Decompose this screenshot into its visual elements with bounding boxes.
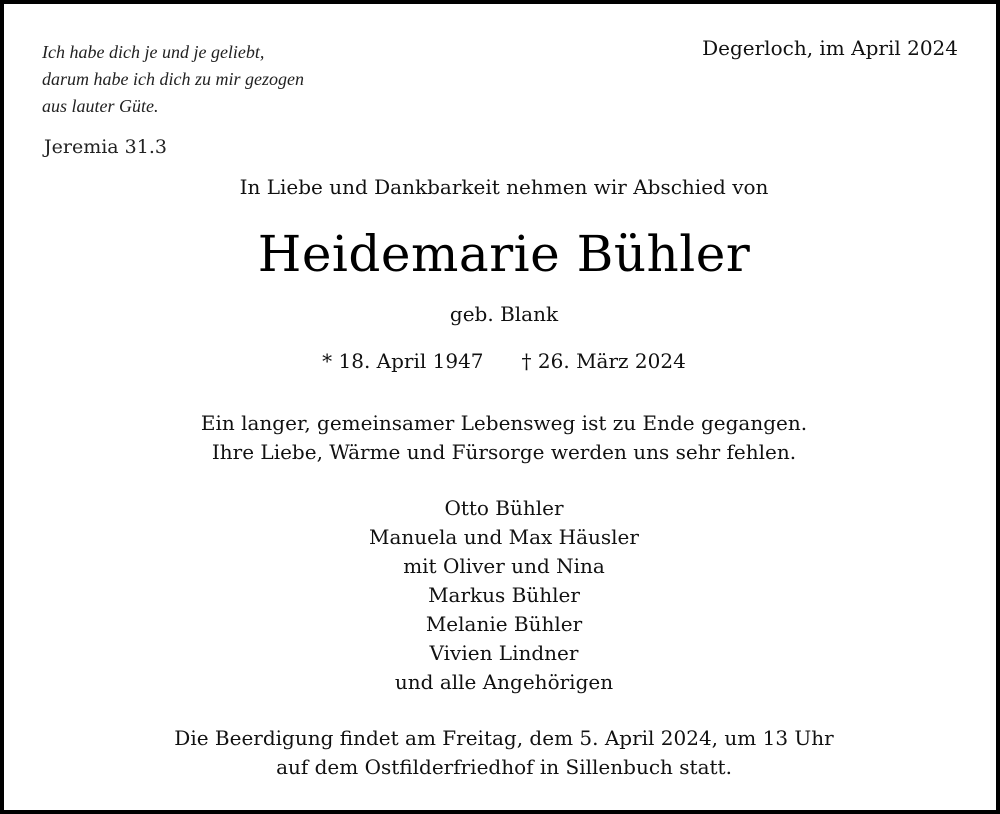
funeral-line: Die Beerdigung findet am Freitag, dem 5. April 2024, um 13 Uhr (174, 726, 834, 750)
mourner-entry: Melanie Bühler (425, 612, 583, 636)
place-and-date: Degerloch, im April 2024 (702, 36, 958, 60)
birth-date: * 18. April 1947 (322, 349, 484, 373)
message-line: Ein langer, gemeinsamer Lebensweg ist zu Ende gegangen. (200, 411, 808, 435)
quote-source: Jeremia 31.3 (44, 136, 167, 158)
mourner-entry: mit Oliver und Nina (403, 554, 605, 578)
funeral-line: auf dem Ostfilderfriedhof in Sillenbuch statt. (276, 755, 732, 779)
quote-line: aus lauter Güte. (42, 96, 159, 116)
death-date: † 26. März 2024 (521, 349, 686, 373)
mourners-list (4, 494, 1000, 697)
bible-verse-quote (42, 39, 304, 120)
maiden-name: geb. Blank (449, 302, 559, 326)
deceased-name: Heidemarie Bühler (257, 225, 751, 283)
mourner-entry: und alle Angehörigen (394, 670, 614, 694)
intro-line: In Liebe und Dankbarkeit nehmen wir Abschied von (239, 175, 769, 199)
mourner-entry: Manuela und Max Häusler (369, 525, 639, 549)
funeral-info (4, 724, 1000, 782)
mourner-entry: Markus Bühler (428, 583, 580, 607)
mourner-entry: Vivien Lindner (429, 641, 579, 665)
quote-line: Ich habe dich je und je geliebt, (42, 42, 265, 62)
farewell-message (4, 409, 1000, 467)
quote-line: darum habe ich dich zu mir gezogen (42, 69, 304, 89)
mourner-entry: Otto Bühler (444, 496, 564, 520)
life-dates (4, 349, 1000, 373)
message-line: Ihre Liebe, Wärme und Fürsorge werden uns sehr fehlen. (211, 440, 797, 464)
